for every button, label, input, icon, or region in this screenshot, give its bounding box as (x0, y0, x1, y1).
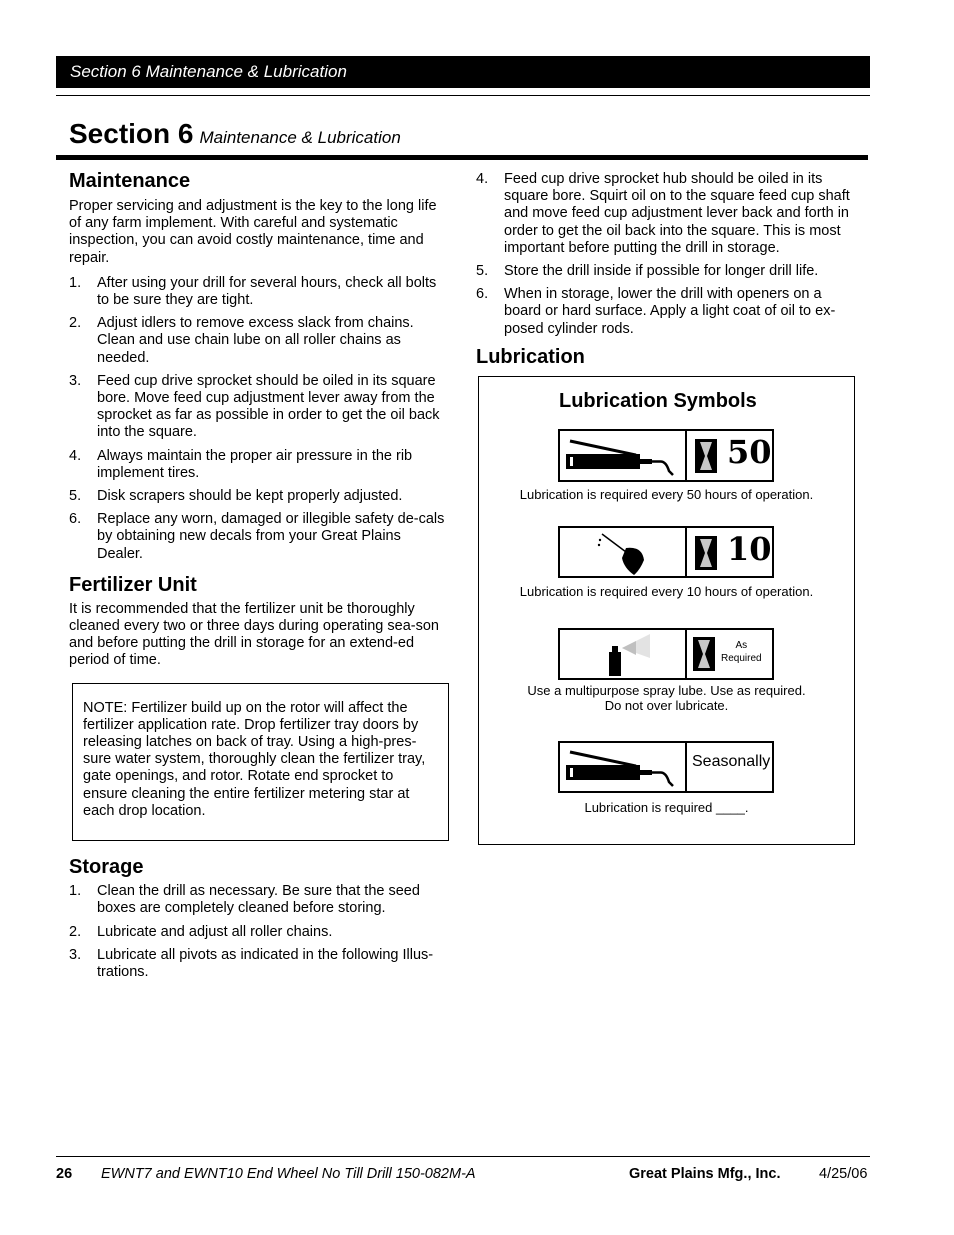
list-text: After using your drill for several hours, check all bolts to be sure they are tight. (97, 274, 437, 309)
lube-caption-seasonally: Lubrication is required ____. (584, 800, 749, 815)
section-subtitle: Maintenance & Lubrication (199, 128, 401, 147)
lubrication-symbols-title: Lubrication Symbols (559, 390, 757, 412)
list-text: Lubricate all pivots as indicated in the following Illus-trations. (97, 946, 434, 980)
list-text: Lubricate and adjust all roller chains. (97, 923, 333, 940)
list-text: Clean the drill as necessary. Be sure that the seed boxes are completely cleaned before storing. (97, 883, 420, 917)
list-number: 4. (69, 447, 82, 464)
footer-doc-title: EWNT7 and EWNT10 End Wheel No Till Drill 150-082M-A (101, 1166, 476, 1182)
lube-symbol-10 (558, 526, 774, 578)
page-number: 26 (56, 1166, 73, 1182)
list-number: 3. (69, 946, 82, 963)
list-item (69, 373, 450, 442)
fertilizer-note: NOTE: Fertilizer build up on the rotor will affect the fertilizer application rate. Drop fertilizer tray doors by releasing latches on back of tray. Using a high-pres-sure water system, thoroughly clean the fertilizer tray, gate openings, and rotor. Rotate end sprocket to ensure cleaning the entire fertilizer metering star at each drop location. (83, 699, 426, 819)
section-rule (56, 155, 868, 160)
list-text: Replace any worn, damaged or illegible safety de-cals by obtaining new decals from your Great Plains Dealer. (97, 511, 445, 562)
lube-caption-as-required (479, 683, 854, 713)
footer-rule (56, 1156, 870, 1157)
storage-list-left (69, 883, 450, 981)
list-number: 2. (69, 923, 82, 940)
list-text: Adjust idlers to remove excess slack from chains. Clean and use chain lube on all roller chains as needed. (97, 315, 414, 366)
running-header (56, 56, 870, 88)
lubrication-heading: Lubrication (476, 345, 585, 368)
fertilizer-note-box (72, 683, 449, 841)
lube-interval-seasonally (687, 743, 772, 791)
list-item (69, 924, 450, 941)
storage-list-right (476, 171, 862, 338)
list-item (476, 286, 862, 338)
list-item (476, 263, 862, 280)
list-text: Store the drill inside if possible for longer drill life. (504, 263, 819, 280)
oil-can-icon (560, 528, 687, 576)
list-item (476, 171, 862, 257)
lube-interval-50 (687, 431, 772, 480)
list-item (69, 488, 450, 505)
list-number: 1. (69, 274, 82, 291)
list-number: 4. (476, 171, 489, 187)
footer-date: 4/25/06 (819, 1166, 868, 1182)
lube-caption-50: Lubrication is required every 50 hours of operation. (519, 487, 814, 502)
list-number: 6. (69, 511, 82, 528)
fertilizer-heading: Fertilizer Unit (69, 573, 197, 596)
lube-caption-line2: Do not over lubricate. (604, 698, 729, 713)
list-text: Disk scrapers should be kept properly adjusted. (97, 488, 403, 505)
lube-interval-as-required (687, 630, 772, 678)
lube-symbol-50 (558, 429, 774, 482)
list-text: Feed cup drive sprocket hub should be oiled in its square bore. Squirt oil on to the square feed cup shaft and move feed cup adjustment lever back and forth in order to get the oil back into the square. This is most important before putting the drill in storage. (504, 171, 850, 256)
header-rule (56, 95, 870, 96)
list-number: 2. (69, 315, 82, 332)
left-column (69, 168, 450, 987)
lube-caption-line1: Use a multipurpose spray lube. Use as required. (527, 683, 806, 698)
list-number: 5. (476, 263, 489, 280)
lube-interval-line2: Required (721, 653, 762, 664)
lube-interval-as-required-text (721, 639, 762, 665)
list-text: Feed cup drive sprocket should be oiled in its square bore. Move feed cup adjustment lever away from the sprocket as far as possible in order to get the oil back into the square. (97, 372, 440, 441)
section-title (69, 118, 401, 150)
lube-interval-value: 10 (727, 530, 772, 568)
list-number: 1. (69, 883, 82, 900)
list-item (69, 883, 450, 917)
maintenance-intro: Proper servicing and adjustment is the key to the long life of any farm implement. With careful and systematic inspection, you can avoid costly maintenance, time and repair. (69, 198, 437, 266)
fertilizer-text: It is recommended that the fertilizer unit be thoroughly cleaned every two or three days during operating sea-son and before putting the drill in storage for an extend-ed period of time. (69, 600, 439, 669)
lube-symbol-seasonally (558, 741, 774, 793)
list-text: Always maintain the proper air pressure in the rib implement tires. (97, 447, 413, 481)
hourglass-icon (693, 637, 715, 671)
spray-can-icon (560, 630, 687, 678)
hourglass-icon (695, 439, 717, 473)
storage-heading: Storage (69, 856, 144, 879)
list-item (69, 315, 450, 367)
grease-gun-icon (560, 743, 687, 791)
list-item (69, 947, 450, 981)
list-number: 6. (476, 286, 489, 303)
footer-company: Great Plains Mfg., Inc. (629, 1166, 781, 1182)
list-item (69, 448, 450, 482)
section-number: Section 6 (69, 118, 194, 149)
lube-symbol-as-required (558, 628, 774, 680)
lube-interval-10 (687, 528, 772, 576)
hourglass-icon (695, 536, 717, 570)
right-column (476, 171, 862, 370)
lube-interval-value: 50 (727, 433, 772, 471)
maintenance-heading: Maintenance (69, 170, 191, 192)
running-header-title: Section 6 Maintenance & Lubrication (70, 62, 347, 81)
list-number: 3. (69, 372, 82, 389)
lube-caption-10: Lubrication is required every 10 hours of operation. (519, 584, 814, 599)
lubrication-symbols-box (478, 376, 855, 845)
list-number: 5. (69, 488, 82, 505)
list-text: When in storage, lower the drill with openers on a board or hard surface. Apply a light coat of oil to ex-posed cylinder rods. (504, 286, 836, 337)
lube-interval-value: Seasonally (692, 753, 771, 770)
grease-gun-icon (560, 431, 687, 480)
maintenance-list (69, 275, 450, 563)
list-item (69, 511, 450, 563)
list-item (69, 275, 450, 309)
lube-interval-line1: As (735, 640, 748, 651)
